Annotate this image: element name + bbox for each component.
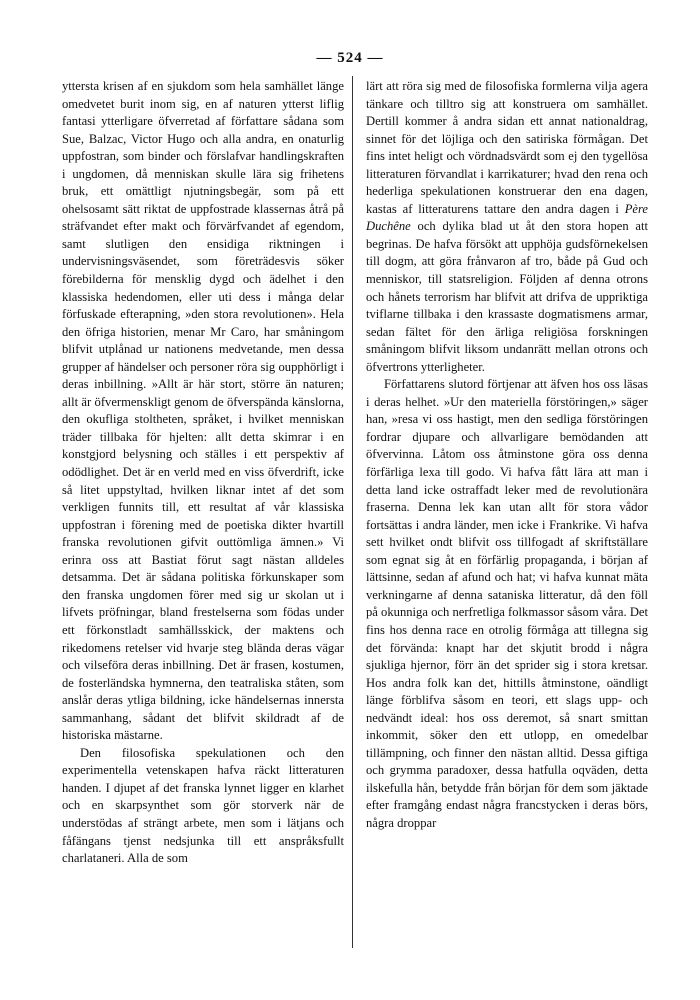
left-column xyxy=(62,78,344,868)
right-paragraph-1 xyxy=(366,78,648,376)
left-paragraph-2: Den filosofiska spekulationen och den experimentella vetenskapen hafva räckt litteraturen handen. I djupet af det franska lynnet ligger en klarhet och en skarpsynthet som gör storverk när de understödas af strängt arbete, men som i lätjans och fåfängans tjenst nedsjunka till ett anspråksfullt charlataneri. Alla de som xyxy=(62,745,344,866)
right-column xyxy=(366,78,648,833)
newspaper-title: Père Duchêne xyxy=(366,201,648,234)
column-divider xyxy=(352,76,353,948)
right-paragraph-1-text-a: lärt att röra sig med de filosofiska formlerna vilja agera tänkare och tilltro sig att konstruera om samhället. Dertill kommer å andra sidan ett annat nationaldrag, sinnet för det löjliga och den satiriska förmågan. Det fins intet heligt och vördnadsvärdt som ej den tygellösa litteraturen förvandlat i karrikaturer; hvad den rena och hederliga spekulationen konstruerar den ena dagen, kastas af litteraturens tattare den andra dagen i xyxy=(366,79,648,216)
right-paragraph-1-text-b: och dylika blad ut åt den stora hopen att begrinas. De hafva försökt att upphöja gudsförnekelsen till dogm, att göra frånvaron af tro, både på Gud och menniskor, till statsreligion. Följden af denna otrons och hånets terrorism har blifvit att drifva de uppriktiga tviflarne tillbaka i den krassaste dogmatismens armar, sedan fältet för den ärliga religiösa forskningen småningom blifvit liksom undanrätt mellan otrons och öfvertrons ytterligheter. xyxy=(366,219,648,374)
left-paragraph-1: yttersta krisen af en sjukdom som hela samhället länge omedvetet burit inom sig, en af naturen ytterst liflig fantasi ytterligare öfverretad af författare sådana som Sue, Balzac, Victor Hugo och alla andra, en onaturlig uppfostran, som binder och förslafvar handlingskraften i ungdomen, då menniskan skulle lära sig frihetens bruk, ett omättligt njutningsbegär, som på ett ohelsosamt sätt riktat de uppfostrade klassernas åtrå på sträfvandet efter makt och förvärfvandet af egendom, samt slutligen den ensidiga riktningen i undervisningsväsendet, som företrädesvis söker förebilderna för mensklig dygd och ädelhet i den klassiska hedendomen, eller uti dess i många delar förfuskade efterapning, »den stora revolutionen». Hela den öfriga historien, menar Mr Caro, har småningom blifvit utplånad ur nationens medvetande, men dessa grupper af händelser och personer röra sig oupphörligt i deras inbillning. »Allt är här stort, större än naturen; allt är öfvermenskligt genom de öfverspända känslorna, den okufliga stoltheten, språket, i hvilket menniskan träder tillbaka för hjelten: allt detta skimrar i en konstgjord belysning och ställes i ett perspektiv af odödlighet. Det är en verld med en viss öfverdrift, icke så litet uppstyltad, hvilken liknar intet af det som verkligen funnits till, ett resultat af vår klassiska uppfostran i förening med de poetiska dikter hvartill franska revolutionen gifvit outtömliga ämnen.» Vi erinra oss att Bastiat förut sagt nästan alldeles detsamma. Det är sådana politiska förkunskaper som den franska ungdomen förer med sig ur skolan ut i lifvets pröfningar, bland frestelserna som födas under ett förkonstladt samhällsskick, der maktens och rikedomens retelser vid hvarje steg blända deras vägar och vilseföra deras inbillning. Det är frasen, kostumen, de fosterländska hymnerna, den teatraliska ståten, som anslår deras ytliga bildning, icke händelsernas innersta sammanhang, sådant det blifvit skildradt af de historiska mästarne. xyxy=(62,79,344,743)
right-paragraph-2: Författarens slutord förtjenar att äfven hos oss läsas i deras helhet. »Ur den materiella förstöringen,» säger han, »resa vi oss hastigt, men den sedliga förstöringen fordrar djupare och allvarligare bemödanden att öfvervinna. Låtom oss åtminstone göra oss denna förfärliga lexa till godo. Vi hafva fått lära att man i detta land icke ostraffadt leker med de revolutionära fraserna. Denna lek kan utan allt för stora vådor fortsättas i andra länder, men icke i Frankrike. Vi hafva sett hvilket ondt blifvit oss tillfogadt af skriftställare som egnat sig åt en förfärlig propaganda, i början af lättsinne, sedan af afund och hat; vi hafva kunnat mäta verkningarne af denna sataniska litteratur, då den föll på okunniga och nerfretliga folkmassor såsom våra. Det fins hos denna race en otrolig förmåga att tillegna sig det förvända: knapt har det skjutit brodd i några sjukliga hjernor, förr än det sprider sig i stora kretsar. Hos andra folk kan det, hittills åtminstone, oändligt länge förblifva såsom en teori, ett slags upp- och nedvändt ideal: hos oss deremot, så snart smittan inkommit, söker den ett utlopp, en omedelbar tillämpning, och finner den nästan alltid. Dessa giftiga och grymma paradoxer, dessa hatfulla oqväden, detta ilskefulla hån, betydde från början för dem som jäktade efter framgång endast några francstycken i deras börs, några droppar xyxy=(366,377,648,830)
page-number: — 524 — xyxy=(316,50,384,66)
